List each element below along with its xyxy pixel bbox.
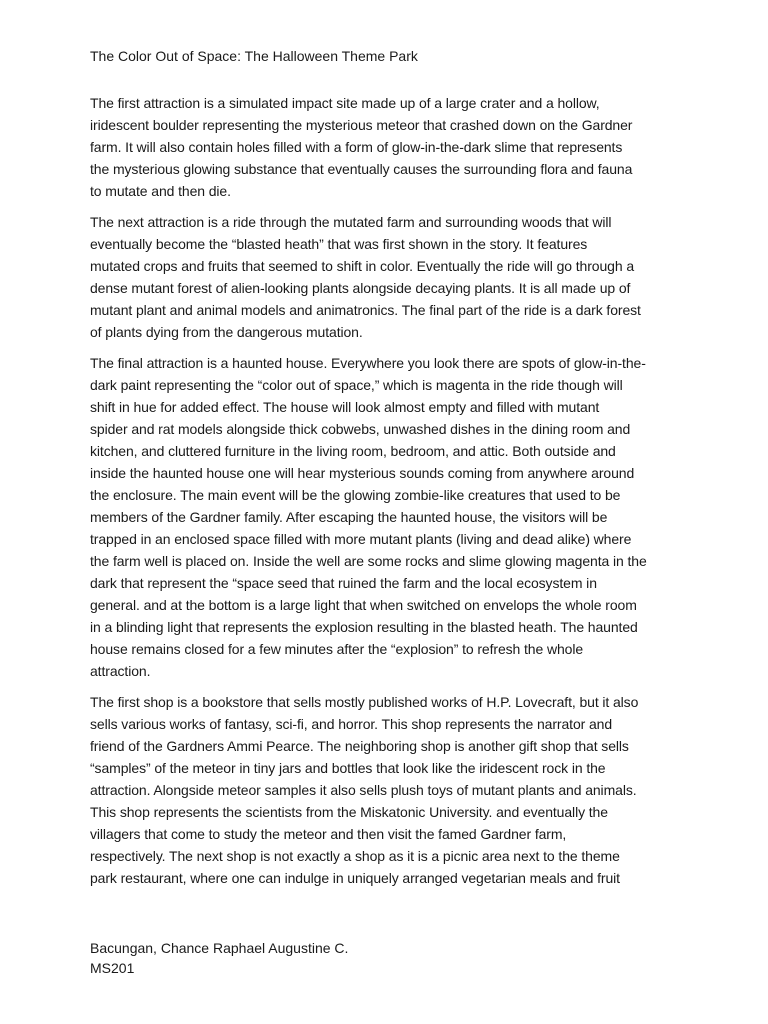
text-line: shift in hue for added effect. The house will look almost empty and filled with mutant bbox=[90, 399, 600, 415]
paragraph bbox=[90, 691, 678, 889]
text-line: dense mutant forest of alien-looking plants alongside decaying plants. It is all made up of bbox=[90, 280, 631, 296]
text-line: attraction. bbox=[90, 663, 151, 679]
text-line: members of the Gardner family. After escaping the haunted house, the visitors will be bbox=[90, 509, 608, 525]
text-line: dark paint representing the “color out of space,” which is magenta in the ride though will bbox=[90, 377, 623, 393]
text-line: general. and at the bottom is a large light that when switched on envelops the whole room bbox=[90, 597, 637, 613]
text-line: the mysterious glowing substance that eventually causes the surrounding flora and fauna bbox=[90, 161, 633, 177]
text-line: iridescent boulder representing the mysterious meteor that crashed down on the Gardner bbox=[90, 117, 633, 133]
text-line: friend of the Gardners Ammi Pearce. The neighboring shop is another gift shop that sells bbox=[90, 738, 629, 754]
text-line: dark that represent the “space seed that ruined the farm and the local ecosystem in bbox=[90, 575, 597, 591]
text-line: respectively. The next shop is not exactly a shop as it is a picnic area next to the theme bbox=[90, 848, 620, 864]
text-line: the enclosure. The main event will be the glowing zombie-like creatures that used to be bbox=[90, 487, 621, 503]
text-line: The first shop is a bookstore that sells mostly published works of H.P. Lovecraft, but it also bbox=[90, 694, 639, 710]
text-line: villagers that come to study the meteor and then visit the famed Gardner farm, bbox=[90, 826, 567, 842]
text-line: kitchen, and cluttered furniture in the living room, bedroom, and attic. Both outside and bbox=[90, 443, 616, 459]
text-line: in a blinding light that represents the explosion resulting in the blasted heath. The haunted bbox=[90, 619, 638, 635]
paragraph bbox=[90, 211, 678, 343]
text-line: The next attraction is a ride through the mutated farm and surrounding woods that will bbox=[90, 214, 612, 230]
text-line: sells various works of fantasy, sci-fi, and horror. This shop represents the narrator and bbox=[90, 716, 613, 732]
text-line: The first attraction is a simulated impact site made up of a large crater and a hollow, bbox=[90, 95, 600, 111]
document-title: The Color Out of Space: The Halloween Theme Park bbox=[90, 48, 418, 64]
text-line: to mutate and then die. bbox=[90, 183, 231, 199]
text-line: mutant plant and animal models and animatronics. The final part of the ride is a dark forest bbox=[90, 302, 641, 318]
text-line: of plants dying from the dangerous mutation. bbox=[90, 324, 363, 340]
text-line: trapped in an enclosed space filled with more mutant plants (living and dead alike) where bbox=[90, 531, 632, 547]
text-line: This shop represents the scientists from the Miskatonic University. and eventually the bbox=[90, 804, 608, 820]
paragraph bbox=[90, 92, 678, 202]
class-section: MS201 bbox=[90, 960, 135, 976]
text-line: spider and rat models alongside thick cobwebs, unwashed dishes in the dining room and bbox=[90, 421, 631, 437]
text-line: the farm well is placed on. Inside the well are some rocks and slime glowing magenta in the bbox=[90, 553, 647, 569]
text-line: mutated crops and fruits that seemed to shift in color. Eventually the ride will go through a bbox=[90, 258, 635, 274]
text-line: attraction. Alongside meteor samples it also sells plush toys of mutant plants and animals. bbox=[90, 782, 637, 798]
text-line: house remains closed for a few minutes after the “explosion” to refresh the whole bbox=[90, 641, 584, 657]
paragraph bbox=[90, 352, 678, 682]
document-body bbox=[90, 92, 678, 898]
text-line: The final attraction is a haunted house. Everywhere you look there are spots of glow-in-the- bbox=[90, 355, 646, 371]
text-line: “samples” of the meteor in tiny jars and bottles that look like the iridescent rock in the bbox=[90, 760, 606, 776]
document-footer bbox=[90, 938, 490, 978]
text-line: park restaurant, where one can indulge in uniquely arranged vegetarian meals and fruit bbox=[90, 870, 620, 886]
text-line: farm. It will also contain holes filled with a form of glow-in-the-dark slime that represents bbox=[90, 139, 623, 155]
text-line: eventually become the “blasted heath” that was first shown in the story. It features bbox=[90, 236, 588, 252]
text-line: inside the haunted house one will hear mysterious sounds coming from anywhere around bbox=[90, 465, 635, 481]
author-name: Bacungan, Chance Raphael Augustine C. bbox=[90, 940, 349, 956]
